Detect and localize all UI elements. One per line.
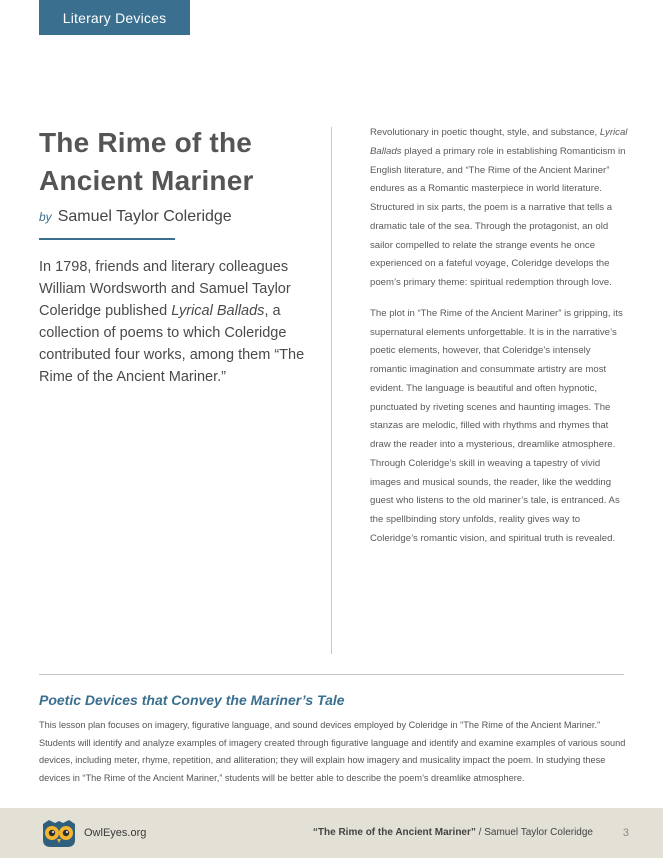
title-line-1: The Rime of the (39, 127, 253, 158)
intro-text-1: In 1798, friends and literary colleagues William Wordsworth and Samuel Taylor Coleridge published (39, 259, 291, 319)
section-body: This lesson plan focuses on imagery, figurative language, and sound devices employed by Coleridge in “The Rime of the Ancient Mariner.” Students will identify and analyze examples of imagery created through figurative language and identify and examine examples of various sound devices, including meter, rhyme, repetition, and alliteration; they will explain how imagery and musicality impact the poem. In studying these devices in “The Rime of the Ancient Mariner,” students will be better able to describe the poem’s dreamlike atmosphere. (39, 720, 626, 783)
intro-text-2: , a collection of poems to which Coleridge contributed four works, among them “The Rime of the Ancient Mariner.” (39, 303, 305, 385)
body-paragraph-1 (370, 124, 628, 293)
owl-logo-icon (40, 818, 78, 848)
body-column (370, 124, 628, 549)
section-divider (39, 674, 624, 675)
p1-text-1: Revolutionary in poetic thought, style, and substance, (370, 127, 600, 138)
byline (39, 208, 309, 226)
p1-text-2: played a primary role in establishing Romanticism in English literature, and “The Rime of the Ancient Mariner” endures as a Romantic masterpiece in world literature. Structured in six parts, the poem is a narrative that tells a dramatic tale of the sea. Through the protagonist, an old sailor compelled to relate the strange events he once experienced on a fateful voyage, Coleridge develops the poem’s primary theme: spiritual redemption through love. (370, 145, 626, 288)
page-number: 3 (622, 827, 629, 839)
title-line-2: Ancient Mariner (39, 165, 254, 196)
footer-author: / Samuel Taylor Coleridge (475, 827, 593, 838)
by-label: by (39, 210, 52, 224)
p1-italic-title: Lyrical Ballads (370, 127, 628, 157)
page-footer (0, 808, 663, 858)
section-heading: Poetic Devices that Convey the Mariner’s Tale (39, 692, 345, 708)
intro-italic-title: Lyrical Ballads (171, 303, 265, 319)
title-underline (39, 238, 175, 240)
intro-paragraph (39, 256, 309, 388)
section-tab-label: Literary Devices (62, 9, 167, 26)
lesson-section (39, 692, 629, 787)
footer-doc-title (313, 827, 593, 838)
title-block (39, 124, 309, 388)
column-divider (331, 127, 332, 654)
author-name: Samuel Taylor Coleridge (57, 208, 232, 225)
brand-name: OwlEyes.org (84, 827, 147, 839)
body-paragraph-2: The plot in “The Rime of the Ancient Mariner” is gripping, its supernatural elements unforgettable. It is in the narrative’s poetic elements, however, that Coleridge’s intensely romantic imagination and consummate artistry are most evident. The language is beautiful and often hypnotic, punctuated by riveting scenes and haunting images. The stanzas are melodic, filled with rhythms and rhymes that draw the reader into a mysterious, dreamlike atmosphere. Through Coleridge’s skill in weaving a tapestry of vivid images and musical sounds, the reader, like the wedding guest who listens to the old mariner’s tale, is entranced. As the spellbinding story unfolds, reality gives way to Coleridge’s romantic vision, and spiritual truth is revealed. (370, 307, 623, 544)
page-title (39, 124, 309, 200)
section-tab (39, 0, 190, 35)
footer-title-bold: “The Rime of the Ancient Mariner” (312, 827, 476, 838)
